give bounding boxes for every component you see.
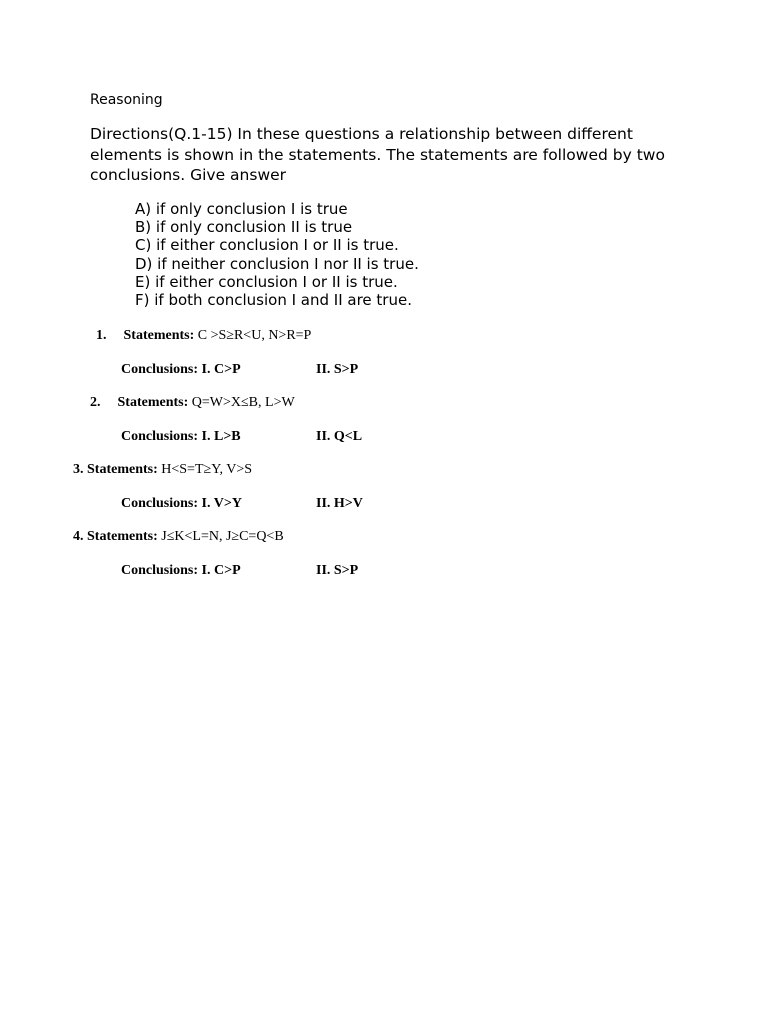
question-3-conclusions [121,495,363,513]
question-number: 4. [73,529,84,544]
statement-text: C >S≥R<U, N>R=P [197,328,312,343]
conclusion-2: II. Q<L [316,429,363,444]
statements-label: Statements: [123,328,195,343]
question-1-statement [96,327,311,345]
question-number: 2. [90,395,101,410]
conclusions-label: Conclusions: [121,362,199,377]
answer-options-list [135,200,419,309]
question-2-statement [90,394,295,412]
question-4-conclusions [121,562,359,580]
conclusions-label: Conclusions: [121,429,199,444]
statements-label: Statements: [117,395,189,410]
section-heading: Reasoning [90,92,163,108]
conclusion-1: I. C>P [201,563,241,578]
statement-text: J≤K<L=N, J≥C=Q<B [161,529,284,544]
answer-option-f: F) if both conclusion I and II are true. [135,291,412,310]
directions-paragraph: Directions(Q.1-15) In these questions a relationship between different elements is shown in the statements. The statements are followed by two conclusions. Give answer [90,125,665,184]
conclusions-label: Conclusions: [121,496,199,511]
question-1-conclusions [121,361,359,379]
answer-option-c: C) if either conclusion I or II is true. [135,236,399,255]
question-3-statement [73,461,252,479]
statement-text: Q=W>X≤B, L>W [191,395,295,410]
conclusion-2: II. S>P [316,362,359,377]
conclusions-label: Conclusions: [121,563,199,578]
answer-option-a: A) if only conclusion I is true [135,200,348,218]
conclusion-1: I. L>B [201,429,241,444]
statements-label: Statements: [87,529,158,544]
conclusion-2: II. S>P [316,563,359,578]
answer-option-b: B) if only conclusion II is true [135,218,353,237]
conclusion-1: I. C>P [201,362,241,377]
question-2-conclusions [121,428,363,446]
question-number: 3. [73,462,84,477]
answer-option-d: D) if neither conclusion I nor II is true. [135,254,419,273]
conclusion-1: I. V>Y [201,496,242,511]
question-4-statement [73,528,284,546]
statements-label: Statements: [87,462,158,477]
statement-text: H<S=T≥Y, V>S [161,462,253,477]
conclusion-2: II. H>V [316,496,363,511]
answer-option-e: E) if either conclusion I or II is true. [135,272,398,291]
question-number: 1. [96,328,107,343]
